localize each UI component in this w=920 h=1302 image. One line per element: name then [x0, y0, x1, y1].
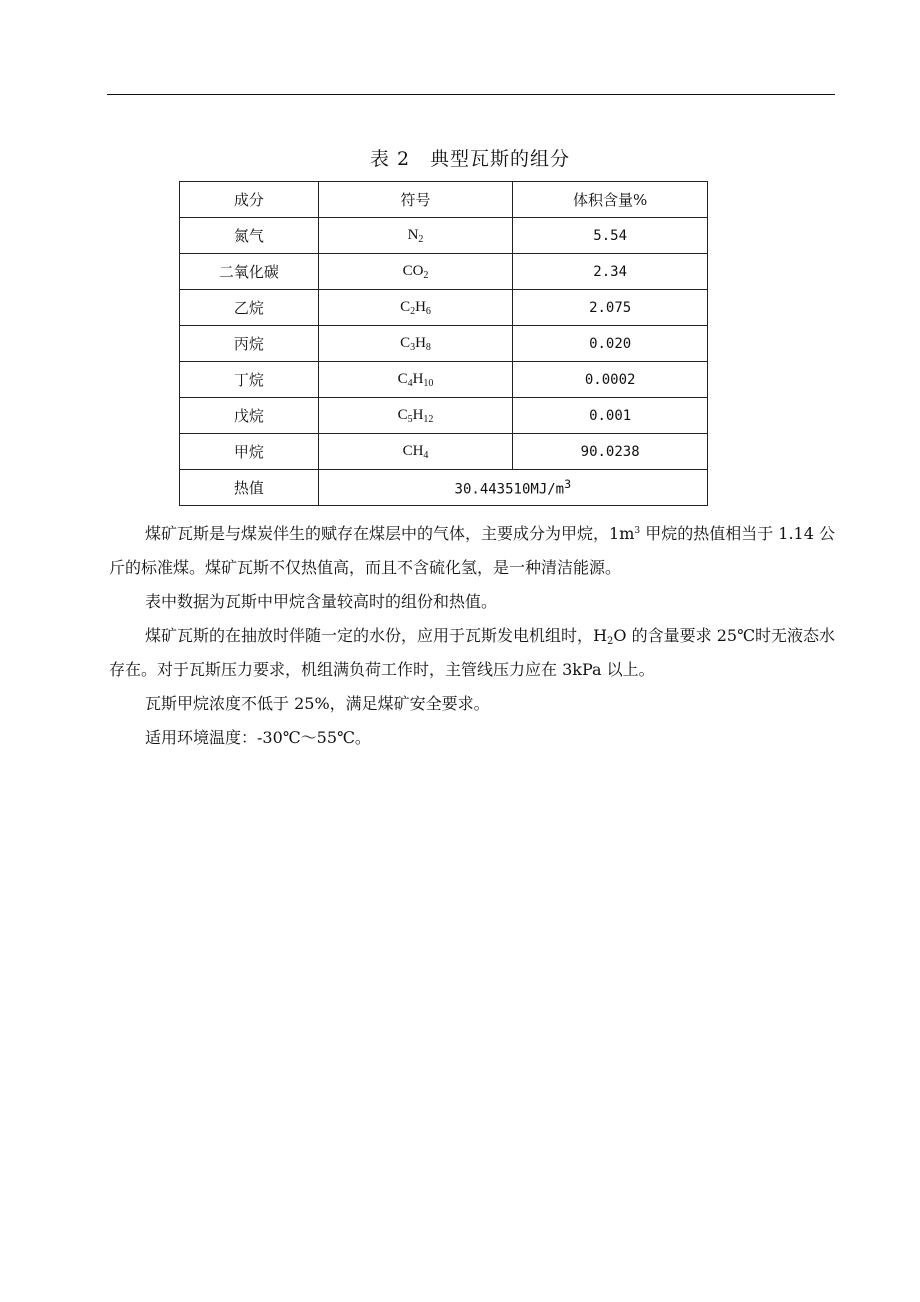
header-volume-percent: 体积含量% — [513, 182, 708, 218]
table-row — [180, 254, 708, 290]
volume-value: 5.54 — [513, 218, 708, 254]
chemical-formula: $CH_4$ — [318, 434, 513, 470]
volume-value: 90.0238 — [513, 434, 708, 470]
chemical-formula: $C_5H_{12}$ — [318, 398, 513, 434]
paragraph-table-note: 表中数据为瓦斯中甲烷含量较高时的组份和热值。 — [145, 592, 498, 611]
body-text — [109, 517, 835, 755]
heat-value: $30.443510MJ/m^3$ — [318, 470, 707, 506]
component-name: 二氧化碳 — [180, 254, 319, 290]
chemical-formula: $CO_2$ — [318, 254, 513, 290]
chemical-formula: $N_2$ — [318, 218, 513, 254]
component-name: 甲烷 — [180, 434, 319, 470]
table-row — [180, 362, 708, 398]
component-name: 戊烷 — [180, 398, 319, 434]
chemical-formula: $C_3H_8$ — [318, 326, 513, 362]
table-row — [180, 218, 708, 254]
chemical-formula: $C_2H_6$ — [318, 290, 513, 326]
volume-value: 0.0002 — [513, 362, 708, 398]
heat-value-row — [180, 470, 708, 506]
volume-value: 2.34 — [513, 254, 708, 290]
paragraph-coal-mine-gas: 煤矿瓦斯是与煤炭伴生的赋存在煤层中的气体，主要成分为甲烷，$1m^3$ 甲烷的热值相当于 1.14 公斤的标准煤。煤矿瓦斯不仅热值高，而且不含硫化氢，是一种清洁能源。 — [109, 524, 835, 577]
volume-value: 0.020 — [513, 326, 708, 362]
heat-value-label: 热值 — [180, 470, 319, 506]
volume-value: 2.075 — [513, 290, 708, 326]
header-symbol: 符号 — [318, 182, 513, 218]
component-name: 氮气 — [180, 218, 319, 254]
table-row — [180, 326, 708, 362]
table-header-row — [180, 182, 708, 218]
header-component: 成分 — [180, 182, 319, 218]
table-row — [180, 398, 708, 434]
table-title: 表 2 典型瓦斯的组分 — [369, 148, 571, 170]
header-rule — [107, 94, 835, 95]
component-name: 丙烷 — [180, 326, 319, 362]
chemical-formula: $C_4H_{10}$ — [318, 362, 513, 398]
paragraph-moisture-pressure: 煤矿瓦斯的在抽放时伴随一定的水份，应用于瓦斯发电机组时，$H_2O$ 的含量要求 25℃时无液态水存在。对于瓦斯压力要求，机组满负荷工作时，主管线压力应在 3kPa 以上。 — [109, 626, 835, 679]
component-name: 乙烷 — [180, 290, 319, 326]
table-row — [180, 434, 708, 470]
component-name: 丁烷 — [180, 362, 319, 398]
table-row — [180, 290, 708, 326]
volume-value: 0.001 — [513, 398, 708, 434]
paragraph-ambient-temperature: 适用环境温度：-30℃～55℃。 — [145, 728, 371, 747]
paragraph-methane-concentration: 瓦斯甲烷浓度不低于 25%，满足煤矿安全要求。 — [145, 694, 490, 713]
gas-composition-table — [179, 181, 708, 506]
